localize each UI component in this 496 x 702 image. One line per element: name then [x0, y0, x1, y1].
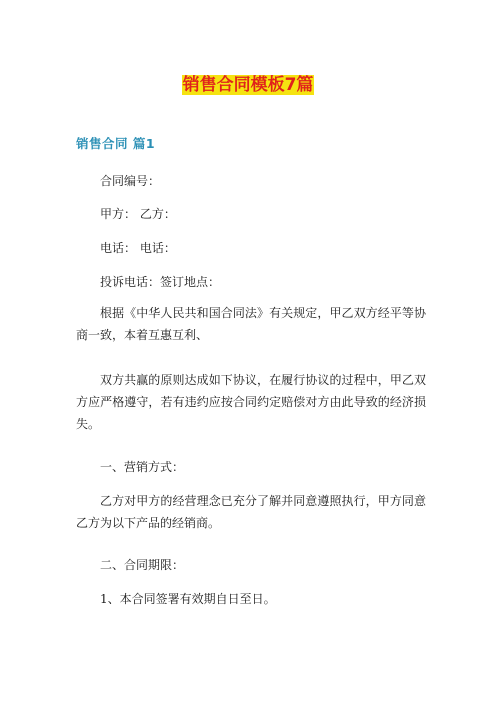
document-title [0, 74, 496, 96]
paragraph-parties: 甲方： 乙方： [100, 207, 176, 221]
paragraph-legal-basis: 根据《中华人民共和国合同法》有关规定，甲乙双方经平等协商一致，本着互惠互利、 [76, 306, 426, 342]
paragraph-term-body: 1、本合同签署有效期自日至日。 [100, 592, 276, 606]
paragraph-marketing-body: 乙方对甲方的经营理念已充分了解并同意遵照执行，甲方同意乙方为以下产品的经销商。 [76, 494, 426, 530]
document-title-text: 销售合同模板7篇 [182, 75, 314, 95]
paragraph-contract-number: 合同编号： [100, 174, 161, 188]
paragraph-phones: 电话： 电话： [100, 241, 176, 255]
paragraph-section-marketing: 一、营销方式： [100, 460, 185, 474]
paragraph-complaint-phone: 投诉电话：签订地点： [100, 275, 221, 289]
section-heading: 销售合同 篇1 [76, 136, 156, 151]
paragraph-win-win: 双方共赢的原则达成如下协议，在履行协议的过程中，甲乙双方应严格遵守，若有违约应按合同约定赔偿对方由此导致的经济损失。 [76, 373, 426, 431]
paragraph-section-term: 二、合同期限： [100, 558, 185, 572]
